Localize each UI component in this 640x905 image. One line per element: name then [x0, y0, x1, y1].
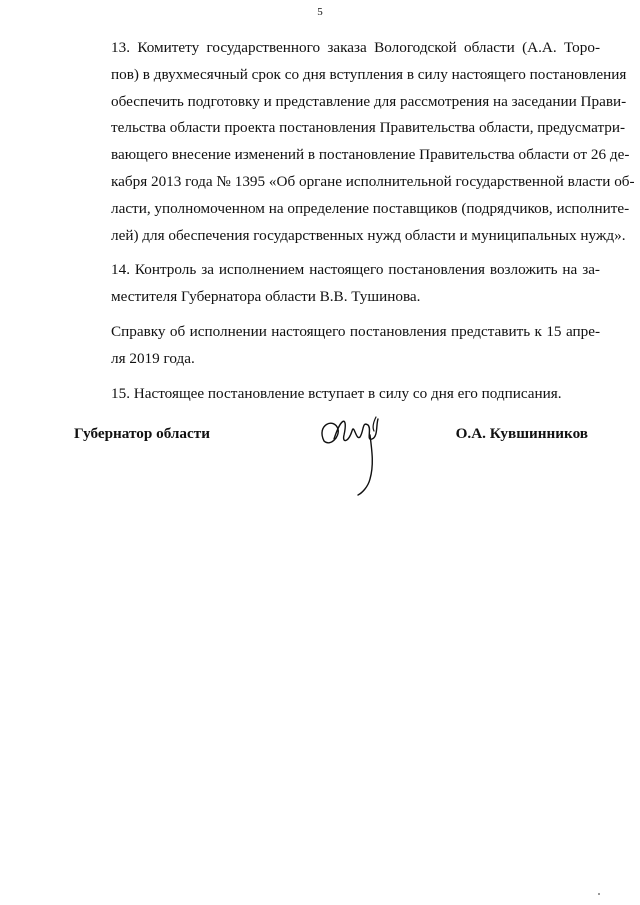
- text-line: Справку об исполнении настоящего постановления представить к 15 апре-: [111, 322, 600, 340]
- text-line: вающего внесение изменений в постановление Правительства области от 26 де-: [111, 146, 630, 164]
- paragraph-13: [74, 35, 635, 249]
- text-line: 13. Комитету государственного заказа Вологодской области (А.А. Торо-: [111, 39, 600, 56]
- text-line: тельства области проекта постановления Правительства области, предусматри-: [111, 119, 626, 137]
- scan-speck: [598, 893, 600, 895]
- text-line: ласти, уполномоченном на определение поставщиков (подрядчиков, исполните-: [111, 199, 630, 217]
- position-title: Губернатор области: [74, 425, 210, 442]
- signature-block: [74, 423, 600, 513]
- paragraph-report: [74, 319, 600, 373]
- paragraph-15: [74, 381, 600, 408]
- text-line: 15. Настоящее постановление вступает в силу со дня его подписания.: [111, 384, 562, 402]
- text-line: пов) в двухмесячный срок со дня вступления в силу настоящего постановления: [111, 65, 627, 83]
- text-line: местителя Губернатора области В.В. Тушинова.: [111, 288, 421, 306]
- handwritten-signature: [312, 411, 392, 501]
- text-line: 14. Контроль за исполнением настоящего постановления возложить на за-: [111, 261, 600, 279]
- text-line: обеспечить подготовку и представление для рассмотрения на заседании Прави-: [111, 92, 627, 110]
- page-number: 5: [317, 6, 323, 18]
- document-body: [74, 35, 635, 407]
- signer-name: О.А. Кувшинников: [455, 425, 588, 442]
- text-line: лей) для обеспечения государственных нужд области и муниципальных нужд».: [111, 226, 626, 244]
- paragraph-14: [74, 257, 600, 311]
- text-line: ля 2019 года.: [111, 349, 195, 367]
- text-line: кабря 2013 года № 1395 «Об органе исполнительной государственной власти об-: [111, 172, 635, 190]
